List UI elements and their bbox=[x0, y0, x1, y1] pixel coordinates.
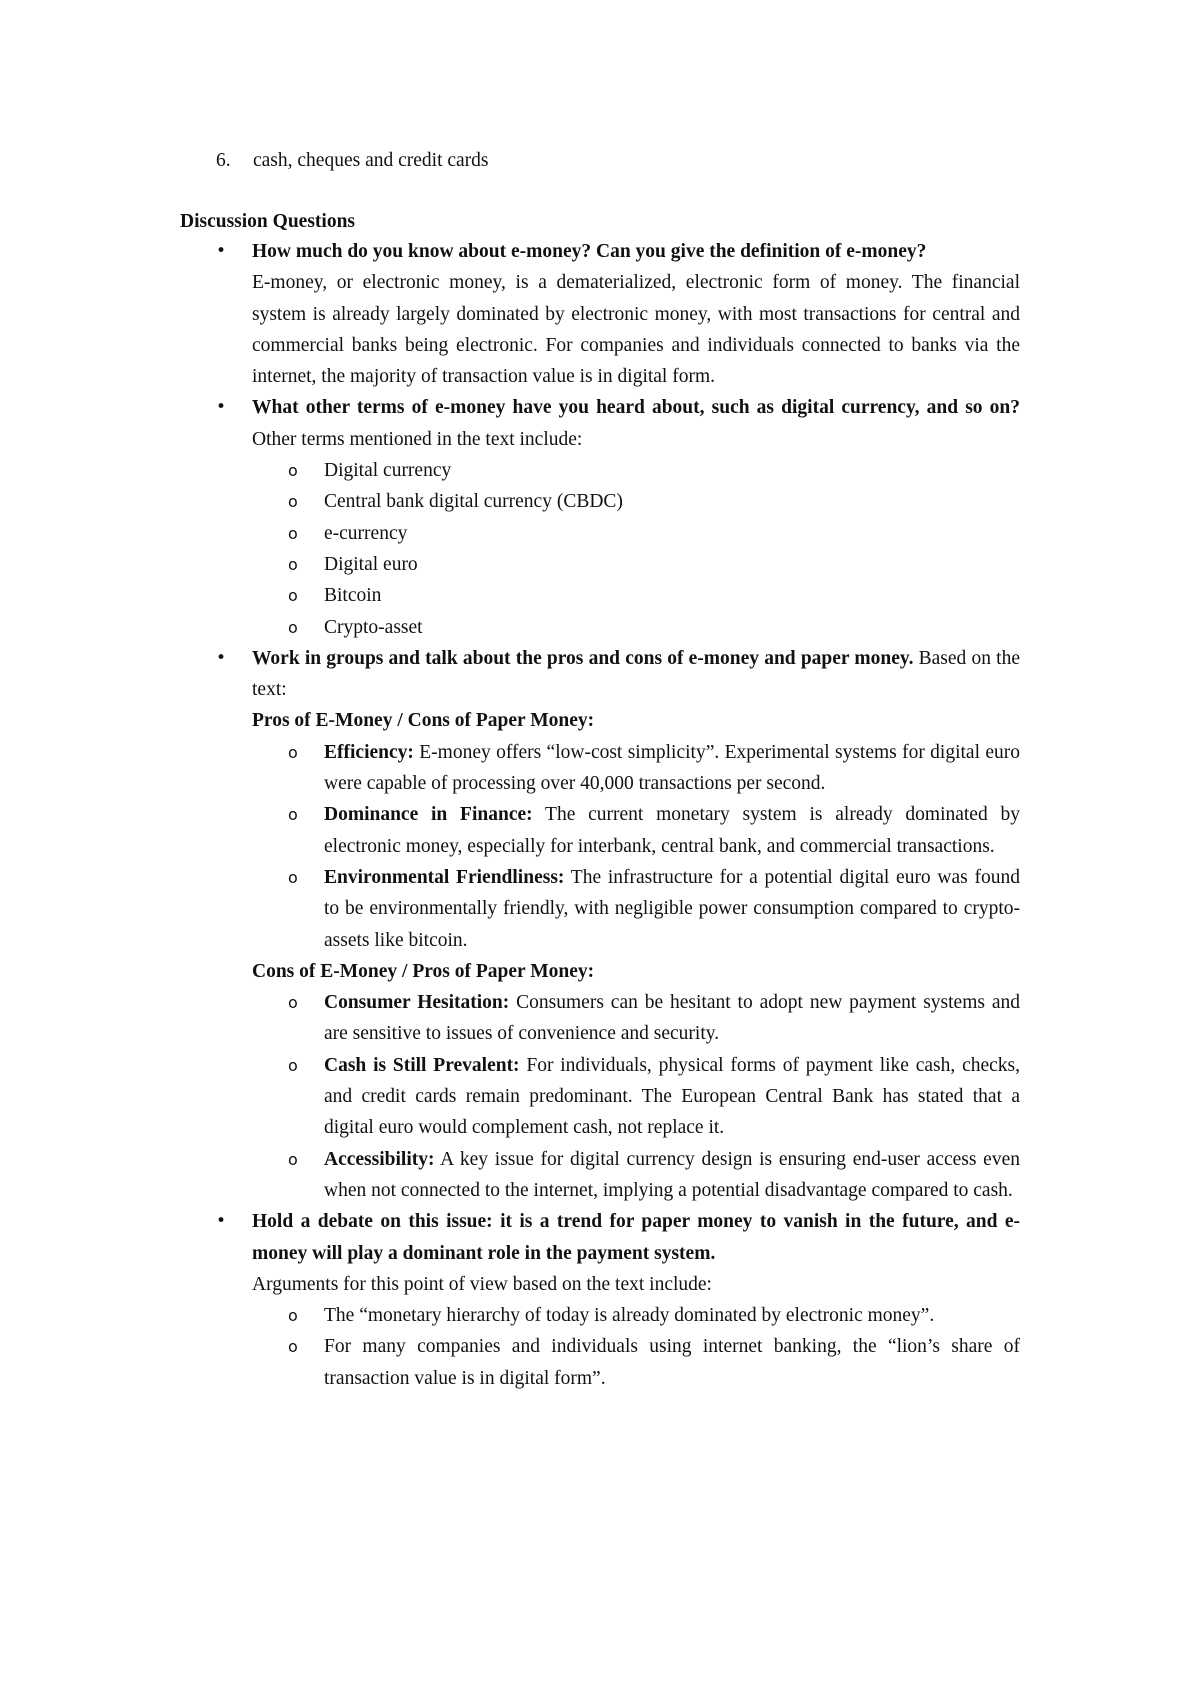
answer-text: Arguments for this point of view based on the text include: bbox=[252, 1273, 712, 1295]
item-title: Accessibility: bbox=[324, 1148, 435, 1170]
item-text: E-money offers “low-cost simplicity”. Experimental systems for digital euro were capable of processing over 40,000 transactions per second. bbox=[324, 741, 1020, 795]
list-item bbox=[252, 987, 1020, 1050]
pros-list bbox=[252, 737, 1020, 956]
section-heading: Discussion Questions bbox=[180, 211, 356, 232]
question-text: What other terms of e-money have you heard about, such as digital currency, and so on? bbox=[252, 397, 1020, 419]
list-item bbox=[252, 1144, 1020, 1207]
list-item: o Central bank digital currency (CBDC) bbox=[252, 486, 1020, 517]
list-item bbox=[252, 799, 1020, 862]
terms-list bbox=[252, 455, 1020, 643]
question-item bbox=[180, 643, 1020, 1206]
pros-heading: Pros of E-Money / Cons of Paper Money: bbox=[252, 710, 595, 732]
arguments-list bbox=[252, 1300, 1020, 1394]
question-text: Hold a debate on this issue: it is a trend for paper money to vanish in the future, and e-money will play a dominant role in the payment system. bbox=[252, 1211, 1020, 1264]
item-text: Consumers can be hesitant to adopt new payment systems and are sensitive to issues of convenience and security. bbox=[324, 992, 1021, 1045]
list-item: o The “monetary hierarchy of today is already dominated by electronic money”. bbox=[252, 1300, 1020, 1331]
list-item: o For many companies and individuals using internet banking, the “lion’s share of transaction value is in digital form”. bbox=[252, 1331, 1020, 1394]
cons-heading: Cons of E-Money / Pros of Paper Money: bbox=[252, 960, 595, 982]
item-title: Cash is Still Prevalent: bbox=[324, 1054, 520, 1076]
list-item: o Digital currency bbox=[252, 455, 1020, 486]
item-text: cash, cheques and credit cards bbox=[253, 150, 489, 171]
item-title: Consumer Hesitation: bbox=[324, 992, 510, 1014]
item-title: Efficiency: bbox=[324, 741, 414, 763]
question-text: How much do you know about e-money? Can you give the definition of e-money? bbox=[252, 241, 927, 262]
list-item: o Bitcoin bbox=[252, 580, 1020, 611]
question-item bbox=[180, 1206, 1020, 1394]
list-item: o Digital euro bbox=[252, 549, 1020, 580]
answer-text: Other terms mentioned in the text include: bbox=[252, 428, 583, 450]
answer-text: Based on the text: bbox=[252, 647, 1020, 701]
item-text: The current monetary system is already dominated by electronic money, especially for interbank, central bank, and commercial transactions. bbox=[324, 804, 1020, 857]
discussion-questions-list bbox=[180, 236, 1020, 1394]
list-item: o Crypto-asset bbox=[252, 612, 1020, 643]
cons-list bbox=[252, 987, 1020, 1206]
item-title: Environmental Friendliness: bbox=[324, 866, 565, 888]
list-item bbox=[252, 737, 1020, 800]
list-item bbox=[252, 1050, 1020, 1144]
list-item bbox=[252, 862, 1020, 956]
item-text: For individuals, physical forms of payment like cash, checks, and credit cards remain predominant. The European Central Bank has stated that a digital euro would complement cash, not replace it. bbox=[324, 1054, 1020, 1139]
numbered-item bbox=[216, 145, 1016, 176]
question-text: Work in groups and talk about the pros and cons of e-money and paper money. bbox=[252, 647, 914, 669]
item-title: Dominance in Finance: bbox=[324, 804, 533, 826]
answer-text: E-money, or electronic money, is a dematerialized, electronic form of money. The financial system is already largely dominated by electronic money, with most transactions for central and commercial banks being electronic. For companies and individuals connected to banks via the internet, the majority of transaction value is in digital form. bbox=[252, 272, 1020, 388]
question-item bbox=[180, 392, 1020, 642]
list-item: o e-currency bbox=[252, 518, 1020, 549]
item-text: A key issue for digital currency design is ensuring end-user access even when not connected to the internet, implying a potential disadvantage compared to cash. bbox=[324, 1148, 1020, 1201]
item-number: 6. bbox=[216, 150, 231, 171]
question-item bbox=[180, 236, 1020, 392]
item-text: The infrastructure for a potential digital euro was found to be environmentally friendly, with negligible power consumption compared to crypto-assets like bitcoin. bbox=[324, 866, 1020, 951]
